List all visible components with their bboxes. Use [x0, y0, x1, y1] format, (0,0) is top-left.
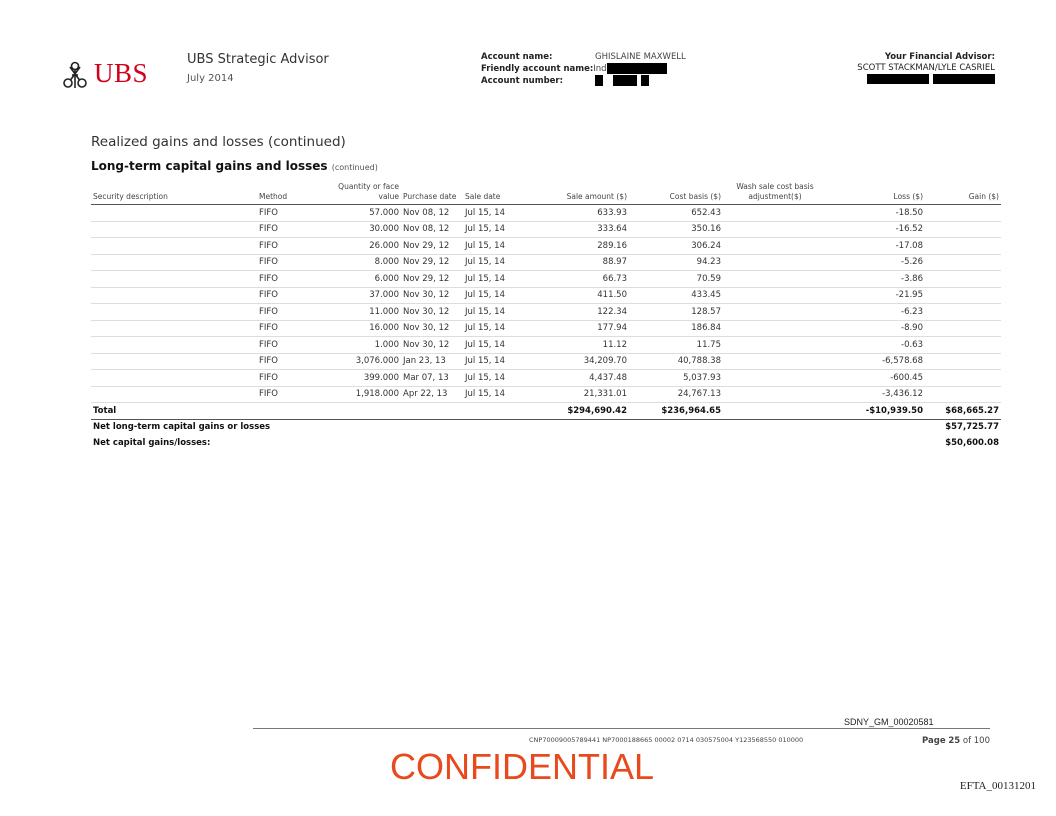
redaction-block: [641, 75, 649, 86]
table-row: [91, 238, 1001, 255]
total-row: [91, 403, 1001, 420]
table-row: [91, 337, 1001, 354]
cell-sale-amount: 66.73: [529, 271, 629, 288]
net-longterm-label: Net long-term capital gains or losses: [93, 422, 271, 433]
cell-security-description: [91, 337, 257, 354]
col-sale-amount: Sale amount ($): [529, 182, 629, 205]
cell-sale-date: Jul 15, 14: [463, 320, 529, 337]
table-row: [91, 304, 1001, 321]
cell-sale-date: Jul 15, 14: [463, 221, 529, 238]
friendly-name-value: Ind: [593, 64, 607, 74]
page-number: [922, 736, 990, 746]
ubs-keys-icon: [60, 61, 90, 91]
cell-sale-amount: 333.64: [529, 221, 629, 238]
cell-method: FIFO: [257, 238, 325, 255]
net-capital-row: [91, 435, 1001, 451]
friendly-name-label: Friendly account name:: [481, 64, 594, 74]
cell-purchase-date: Nov 29, 12: [401, 271, 463, 288]
cell-wash-sale: [723, 254, 827, 271]
col-cost-basis: Cost basis ($): [629, 182, 723, 205]
cell-quantity: 30.000: [325, 221, 401, 238]
account-number-row: [481, 75, 686, 87]
cell-loss: -3,436.12: [827, 386, 925, 403]
cell-security-description: [91, 238, 257, 255]
bates-number: SDNY_GM_00020581: [844, 717, 934, 727]
account-info: [481, 52, 686, 87]
cell-purchase-date: Nov 08, 12: [401, 221, 463, 238]
cell-wash-sale: [723, 386, 827, 403]
cell-gain: [925, 287, 1001, 304]
cell-cost-basis: 94.23: [629, 254, 723, 271]
cell-purchase-date: Jan 23, 13: [401, 353, 463, 370]
cell-quantity: 6.000: [325, 271, 401, 288]
col-loss: Loss ($): [827, 182, 925, 205]
cell-wash-sale: [723, 205, 827, 222]
cell-method: FIFO: [257, 337, 325, 354]
cell-purchase-date: Mar 07, 13: [401, 370, 463, 387]
account-name-row: [481, 52, 686, 63]
table-header-row: [91, 182, 1001, 205]
total-label: Total: [91, 403, 257, 420]
cell-security-description: [91, 386, 257, 403]
cell-sale-amount: 4,437.48: [529, 370, 629, 387]
col-security-description: Security description: [91, 182, 257, 205]
cell-security-description: [91, 221, 257, 238]
cell-sale-date: Jul 15, 14: [463, 287, 529, 304]
cell-cost-basis: 350.16: [629, 221, 723, 238]
cell-loss: -0.63: [827, 337, 925, 354]
subsection-title: [91, 159, 378, 173]
cell-wash-sale: [723, 337, 827, 354]
cell-cost-basis: 186.84: [629, 320, 723, 337]
cell-sale-amount: 11.12: [529, 337, 629, 354]
footer-code: CNP70009005789441 NP7000188665 00002 0714 030575004 Y123568550 010000: [529, 736, 804, 744]
cell-quantity: 16.000: [325, 320, 401, 337]
cell-method: FIFO: [257, 205, 325, 222]
ubs-logo: [60, 58, 170, 92]
cell-loss: -16.52: [827, 221, 925, 238]
cell-quantity: 399.000: [325, 370, 401, 387]
footer-divider: [253, 728, 990, 729]
cell-gain: [925, 221, 1001, 238]
cell-loss: -600.45: [827, 370, 925, 387]
cell-security-description: [91, 353, 257, 370]
cell-quantity: 26.000: [325, 238, 401, 255]
cell-sale-date: Jul 15, 14: [463, 370, 529, 387]
financial-advisor-info: [857, 52, 995, 86]
cell-quantity: 8.000: [325, 254, 401, 271]
cell-sale-date: Jul 15, 14: [463, 353, 529, 370]
cell-method: FIFO: [257, 221, 325, 238]
cell-quantity: 57.000: [325, 205, 401, 222]
table-body: [91, 205, 1001, 403]
cell-gain: [925, 271, 1001, 288]
section-title: Realized gains and losses (continued): [91, 134, 346, 150]
table-row: [91, 320, 1001, 337]
cell-wash-sale: [723, 271, 827, 288]
cell-wash-sale: [723, 221, 827, 238]
cell-gain: [925, 353, 1001, 370]
page-total: of 100: [962, 736, 990, 746]
cell-security-description: [91, 287, 257, 304]
cell-wash-sale: [723, 287, 827, 304]
cell-cost-basis: 40,788.38: [629, 353, 723, 370]
cell-purchase-date: Nov 08, 12: [401, 205, 463, 222]
col-wash-sale: Wash sale cost basis adjustment($): [723, 182, 827, 205]
cell-method: FIFO: [257, 304, 325, 321]
cell-loss: -17.08: [827, 238, 925, 255]
cell-sale-amount: 411.50: [529, 287, 629, 304]
advisor-names: SCOTT STACKMAN/LYLE CASRIEL: [857, 63, 995, 73]
table-row: [91, 370, 1001, 387]
cell-sale-date: Jul 15, 14: [463, 254, 529, 271]
cell-cost-basis: 652.43: [629, 205, 723, 222]
cell-security-description: [91, 205, 257, 222]
net-capital-value: $50,600.08: [945, 437, 999, 448]
net-longterm-row: [91, 419, 1001, 435]
cell-purchase-date: Nov 30, 12: [401, 337, 463, 354]
cell-loss: -6,578.68: [827, 353, 925, 370]
cell-loss: -18.50: [827, 205, 925, 222]
cell-sale-amount: 289.16: [529, 238, 629, 255]
cell-purchase-date: Nov 30, 12: [401, 287, 463, 304]
cell-purchase-date: Nov 30, 12: [401, 320, 463, 337]
total-loss: -$10,939.50: [827, 403, 925, 420]
cell-security-description: [91, 254, 257, 271]
cell-cost-basis: 5,037.93: [629, 370, 723, 387]
cell-security-description: [91, 271, 257, 288]
redaction-block: [595, 75, 603, 86]
cell-quantity: 1.000: [325, 337, 401, 354]
efta-number: EFTA_00131201: [959, 780, 1036, 792]
cell-gain: [925, 238, 1001, 255]
page-current: 25: [948, 736, 961, 746]
cell-sale-date: Jul 15, 14: [463, 238, 529, 255]
cell-loss: -8.90: [827, 320, 925, 337]
cell-sale-date: Jul 15, 14: [463, 205, 529, 222]
cell-gain: [925, 370, 1001, 387]
cell-sale-date: Jul 15, 14: [463, 304, 529, 321]
cell-cost-basis: 24,767.13: [629, 386, 723, 403]
cell-gain: [925, 386, 1001, 403]
cell-security-description: [91, 370, 257, 387]
cell-sale-date: Jul 15, 14: [463, 337, 529, 354]
friendly-name-row: [481, 63, 686, 75]
col-purchase-date: Purchase date: [401, 182, 463, 205]
cell-cost-basis: 433.45: [629, 287, 723, 304]
net-longterm-value: $57,725.77: [945, 422, 999, 433]
col-sale-date: Sale date: [463, 182, 529, 205]
table-row: [91, 287, 1001, 304]
account-number-label: Account number:: [481, 76, 564, 86]
cell-wash-sale: [723, 238, 827, 255]
page-label: Page: [922, 736, 946, 746]
cell-sale-amount: 34,209.70: [529, 353, 629, 370]
total-sale-amount: $294,690.42: [529, 403, 629, 420]
cell-cost-basis: 128.57: [629, 304, 723, 321]
cell-gain: [925, 337, 1001, 354]
redaction-block: [933, 74, 995, 84]
col-gain: Gain ($): [925, 182, 1001, 205]
cell-wash-sale: [723, 370, 827, 387]
cell-sale-amount: 633.93: [529, 205, 629, 222]
table-row: [91, 271, 1001, 288]
cell-sale-amount: 122.34: [529, 304, 629, 321]
cell-purchase-date: Nov 29, 12: [401, 238, 463, 255]
subsection-continued: (continued): [331, 163, 378, 172]
cell-method: FIFO: [257, 386, 325, 403]
table-row: [91, 205, 1001, 222]
cell-cost-basis: 11.75: [629, 337, 723, 354]
cell-security-description: [91, 304, 257, 321]
cell-sale-amount: 177.94: [529, 320, 629, 337]
cell-sale-amount: 21,331.01: [529, 386, 629, 403]
col-quantity: Quantity or face value: [325, 182, 401, 205]
cell-quantity: 1,918.000: [325, 386, 401, 403]
cell-gain: [925, 320, 1001, 337]
account-name-label: Account name:: [481, 52, 553, 62]
cell-security-description: [91, 320, 257, 337]
cell-quantity: 11.000: [325, 304, 401, 321]
table-row: [91, 221, 1001, 238]
cell-method: FIFO: [257, 254, 325, 271]
advisor-title: Your Financial Advisor:: [884, 52, 995, 62]
logo-text: UBS: [94, 58, 149, 88]
cell-quantity: 3,076.000: [325, 353, 401, 370]
table-row: [91, 353, 1001, 370]
brand-title: UBS Strategic Advisor: [187, 52, 329, 67]
table-row: [91, 386, 1001, 403]
cell-wash-sale: [723, 304, 827, 321]
cell-wash-sale: [723, 320, 827, 337]
cell-gain: [925, 254, 1001, 271]
subsection-title-text: Long-term capital gains and losses: [91, 159, 328, 173]
cell-sale-date: Jul 15, 14: [463, 271, 529, 288]
net-capital-label: Net capital gains/losses:: [93, 437, 211, 448]
cell-method: FIFO: [257, 320, 325, 337]
cell-purchase-date: Nov 29, 12: [401, 254, 463, 271]
table-row: [91, 254, 1001, 271]
redaction-block: [867, 74, 929, 84]
statement-date: July 2014: [187, 73, 234, 84]
cell-gain: [925, 304, 1001, 321]
cell-method: FIFO: [257, 370, 325, 387]
advisor-contact-redacted: [857, 74, 995, 86]
total-cost-basis: $236,964.65: [629, 403, 723, 420]
cell-sale-date: Jul 15, 14: [463, 386, 529, 403]
cell-loss: -6.23: [827, 304, 925, 321]
cell-cost-basis: 70.59: [629, 271, 723, 288]
cell-loss: -3.86: [827, 271, 925, 288]
cell-method: FIFO: [257, 287, 325, 304]
confidential-stamp: CONFIDENTIAL: [390, 746, 655, 787]
cell-purchase-date: Nov 30, 12: [401, 304, 463, 321]
gains-losses-table: [91, 182, 1001, 451]
col-method: Method: [257, 182, 325, 205]
redaction-block: [613, 75, 637, 86]
account-name-value: GHISLAINE MAXWELL: [595, 52, 686, 62]
cell-loss: -21.95: [827, 287, 925, 304]
total-gain: $68,665.27: [925, 403, 1001, 420]
cell-loss: -5.26: [827, 254, 925, 271]
cell-quantity: 37.000: [325, 287, 401, 304]
cell-cost-basis: 306.24: [629, 238, 723, 255]
cell-wash-sale: [723, 353, 827, 370]
cell-method: FIFO: [257, 271, 325, 288]
redaction-block: [607, 63, 667, 74]
cell-method: FIFO: [257, 353, 325, 370]
cell-purchase-date: Apr 22, 13: [401, 386, 463, 403]
cell-gain: [925, 205, 1001, 222]
cell-sale-amount: 88.97: [529, 254, 629, 271]
